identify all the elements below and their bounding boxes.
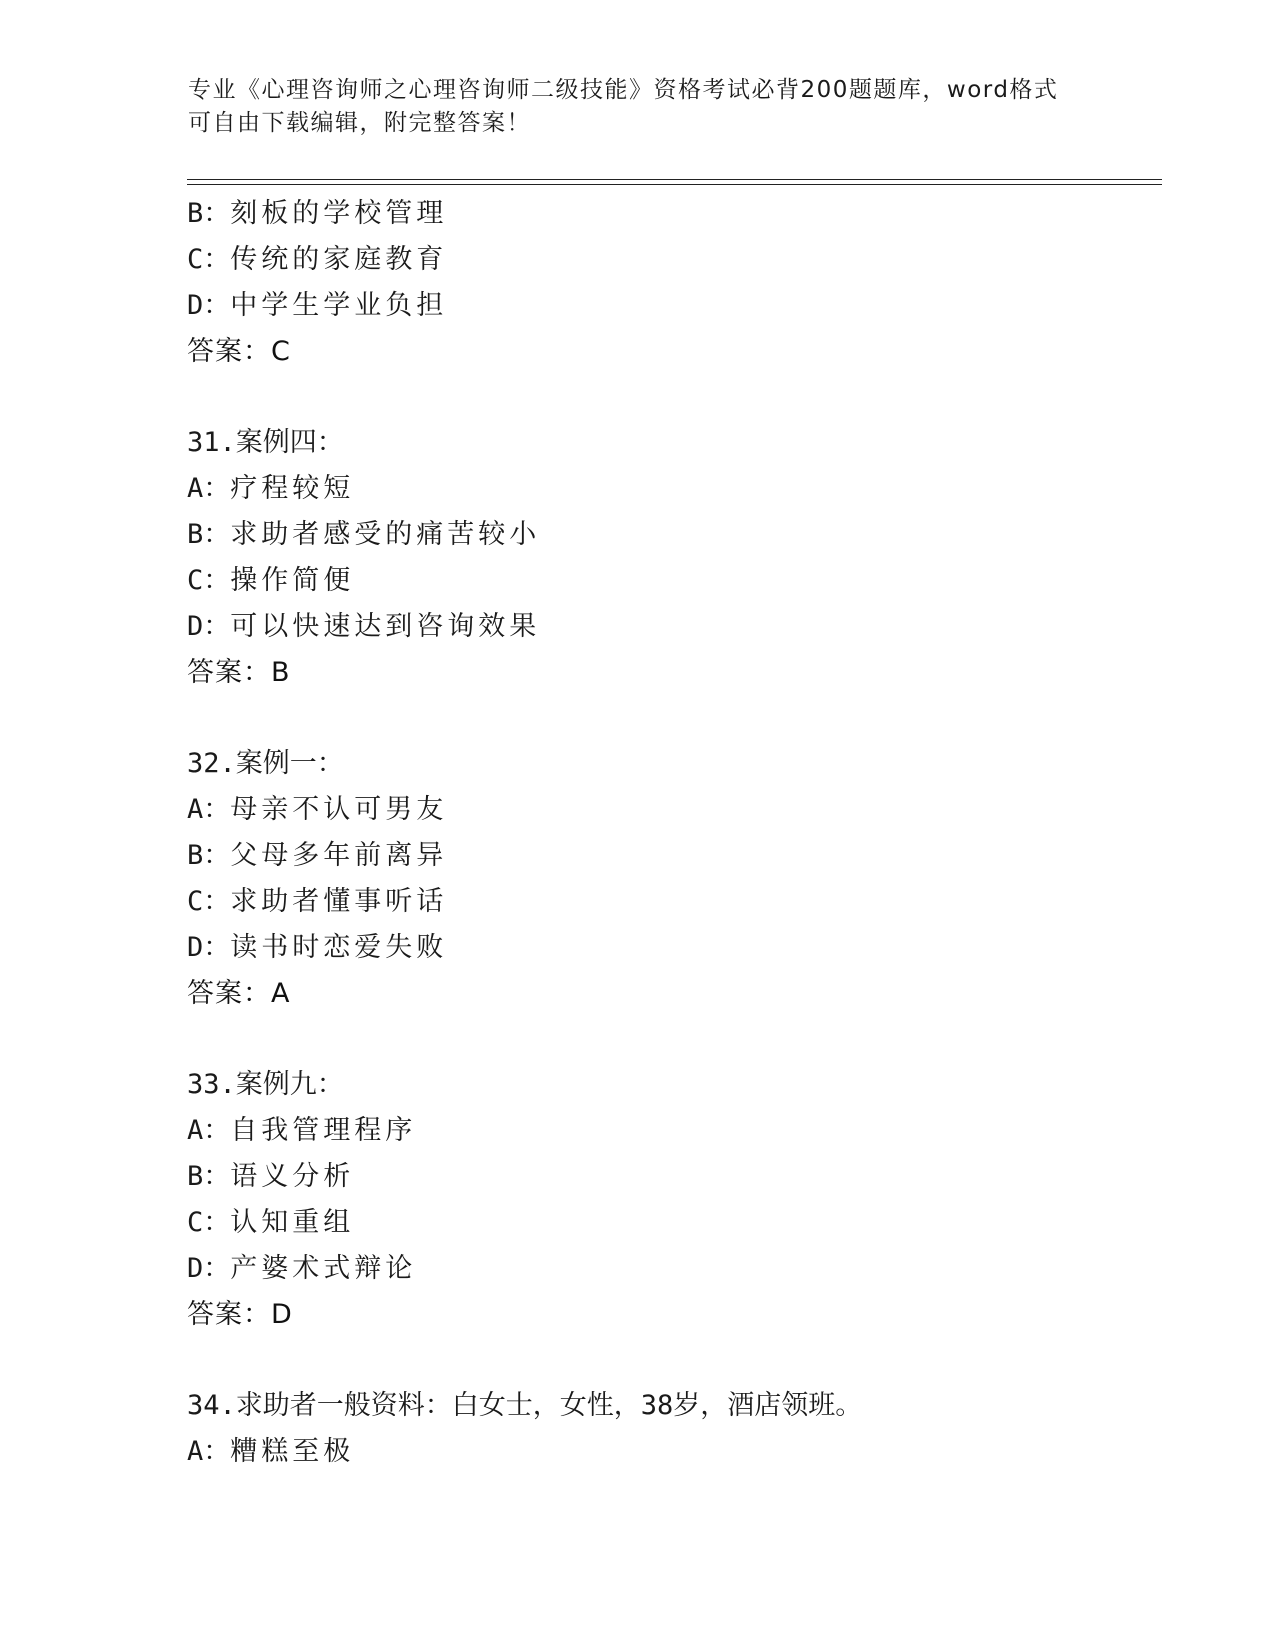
option-d: D：产婆术式辩论 <box>187 1253 417 1284</box>
document-header <box>188 74 1088 140</box>
header-line-2: 可自由下载编辑，附完整答案！ <box>188 110 531 136</box>
question-block <box>187 191 1147 375</box>
option-b: B：语义分析 <box>187 1161 355 1192</box>
option-c: C：操作简便 <box>187 565 355 596</box>
question-title: 32.案例一： <box>187 748 344 779</box>
answer-line: 答案：B <box>187 657 291 688</box>
question-block <box>187 1383 1147 1475</box>
question-title: 31.案例四： <box>187 427 344 458</box>
header-line-1: 专业《心理咨询师之心理咨询师二级技能》资格考试必背200题题库，word格式 <box>188 77 1059 103</box>
option-d: D：读书时恋爱失败 <box>187 932 448 963</box>
option-b: B：父母多年前离异 <box>187 840 448 871</box>
option-b: B：刻板的学校管理 <box>187 198 448 229</box>
question-block <box>187 420 1147 696</box>
option-a: A：母亲不认可男友 <box>187 794 448 825</box>
option-b: B：求助者感受的痛苦较小 <box>187 519 541 550</box>
option-c: C：传统的家庭教育 <box>187 244 448 275</box>
option-c: C：认知重组 <box>187 1207 355 1238</box>
answer-line: 答案：A <box>187 978 291 1009</box>
option-d: D：可以快速达到咨询效果 <box>187 611 541 642</box>
option-a: A：糟糕至极 <box>187 1436 355 1467</box>
question-block <box>187 741 1147 1017</box>
question-title: 33.案例九： <box>187 1069 344 1100</box>
option-a: A：自我管理程序 <box>187 1115 417 1146</box>
header-rule-bottom <box>187 184 1162 185</box>
question-block <box>187 1062 1147 1338</box>
option-c: C：求助者懂事听话 <box>187 886 448 917</box>
question-title: 34.求助者一般资料：白女士，女性，38岁，酒店领班。 <box>187 1390 863 1421</box>
option-a: A：疗程较短 <box>187 473 355 504</box>
question-list <box>187 191 1147 1475</box>
header-rule-top <box>187 179 1162 180</box>
answer-line: 答案：D <box>187 1299 293 1330</box>
answer-line: 答案：C <box>187 336 291 367</box>
option-d: D：中学生学业负担 <box>187 290 448 321</box>
